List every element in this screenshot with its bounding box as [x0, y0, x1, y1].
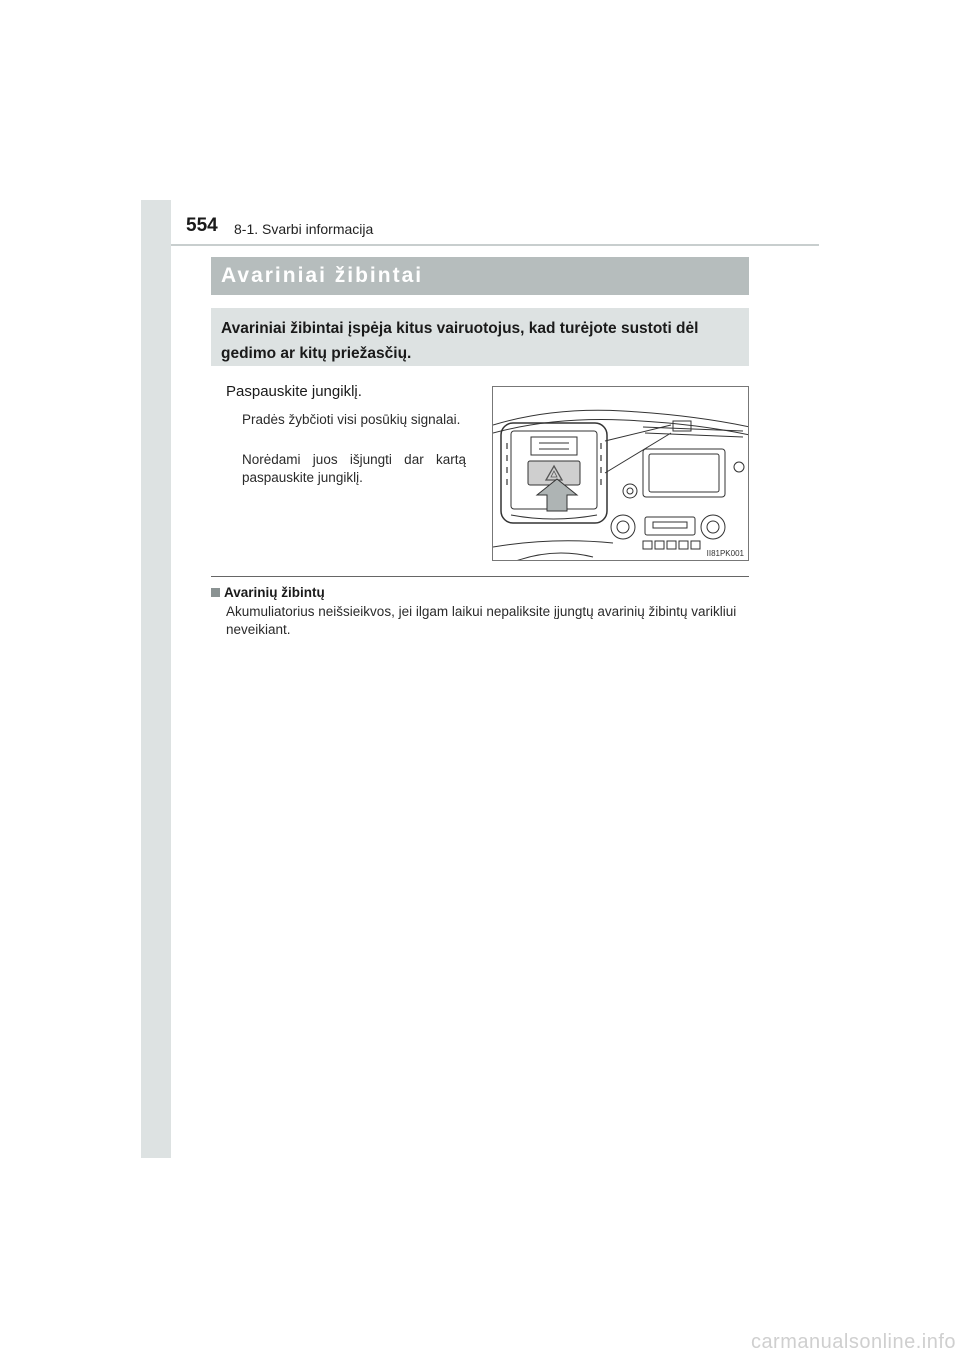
bullet-square-icon [211, 588, 220, 597]
page-number: 554 [186, 215, 218, 236]
dashboard-illustration [493, 387, 749, 561]
instruction-detail: Norėdami juos išjungti dar kartą paspauskite jungiklį. [242, 452, 466, 485]
instruction-detail: Pradės žybčioti visi posūkių signalai. [242, 412, 461, 427]
title-bar [211, 257, 749, 295]
hazard-switch-figure [492, 386, 749, 561]
header-rule [171, 244, 819, 246]
note-text: Akumuliatorius neišsieikvos, jei ilgam laikui nepaliksite įjungtų avarinių žibintų varikliui neveikiant. [226, 604, 737, 637]
figure-code: II81PK001 [706, 549, 744, 558]
intro-text: Avariniai žibintai įspėja kitus vairuotojus, kad turėjote sustoti dėl gedimo ar kitų priežasčių. [221, 320, 699, 362]
watermark: carmanualsonline.info [750, 1331, 956, 1353]
note-heading [211, 585, 325, 600]
instruction-main: Paspauskite jungiklį. [226, 383, 362, 400]
page-sidebar-band [141, 200, 171, 1158]
section-divider [211, 576, 749, 577]
page-title: Avariniai žibintai [221, 264, 424, 287]
section-label: 8-1. Svarbi informacija [234, 221, 374, 237]
intro-box [211, 308, 749, 366]
note-heading-text: Avarinių žibintų [224, 585, 325, 600]
